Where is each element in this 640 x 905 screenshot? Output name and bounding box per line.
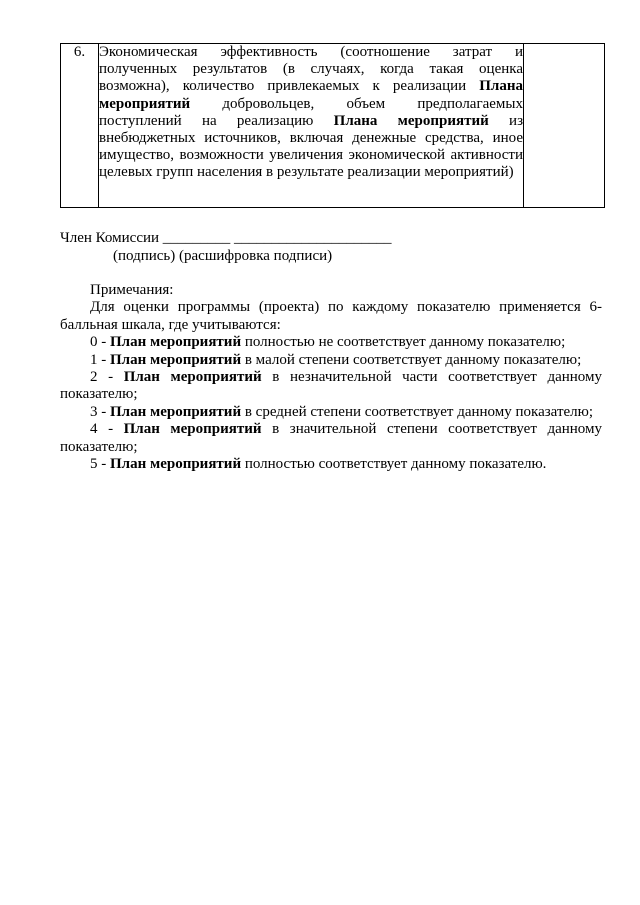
scale-score: 3 - [90,403,110,420]
criterion-segment: добровольцев, объем предполагаемых поступлений на реализацию [99,95,523,129]
scale-description: в незначительной части соответствует данному показателю; [60,369,602,403]
criterion-segment-bold: Плана мероприятий [99,78,523,112]
scale-plan-label: План мероприятий [110,351,242,368]
scale-score: 5 - [90,456,110,473]
scale-description: в средней степени соответствует данному показателю; [241,403,594,420]
score-cell[interactable] [524,44,605,208]
notes-section [60,282,602,473]
scale-description: полностью соответствует данному показателю. [241,456,547,473]
scale-plan-label: План мероприятий [123,369,262,386]
notes-title: Примечания: [90,282,174,298]
criterion-segment: Экономическая эффективность (соотношение затрат и полученных результатов (в случаях, когда такая оценка возможна), количество привлекаемых к реализации [99,44,523,95]
scale-plan-label: План мероприятий [110,403,242,420]
scale-plan-label: План мероприятий [123,421,262,438]
criteria-table [60,43,605,208]
scale-item [60,369,602,404]
scale-plan-label: План мероприятий [110,456,242,473]
scale-score: 2 - [90,369,124,386]
scale-score: 4 - [90,421,124,438]
scale-description: в значительной степени соответствует данному показателю; [60,421,603,455]
criterion-segment: из внебюджетных источников, включая денежные средства, иное имущество, возможности увеличения экономической активности целевых групп населения в результате реализации мероприятий) [99,112,524,181]
scale-score: 0 - [90,334,110,351]
criterion-text [99,44,524,208]
notes-intro: Для оценки программы (проекта) по каждому показателю применяется 6-балльная шкала, где учитываются: [60,299,602,333]
row-number: 6. [61,44,99,208]
scale-item [60,404,602,421]
scale-score: 1 - [90,351,110,368]
scale-item [60,421,602,456]
table-row [61,44,605,208]
scale-description: полностью не соответствует данному показателю; [241,334,566,351]
scale-plan-label: План мероприятий [110,334,242,351]
scale-item [60,334,602,351]
signature-caption: (подпись) (расшифровка подписи) [113,248,333,264]
scale-description: в малой степени соответствует данному показателю; [241,351,582,368]
scale-item [60,352,602,369]
commission-member-signature-line: Член Комиссии _________ _____________________ [60,230,392,246]
scale-item [60,456,602,473]
criterion-segment-bold: Плана мероприятий [333,112,489,129]
